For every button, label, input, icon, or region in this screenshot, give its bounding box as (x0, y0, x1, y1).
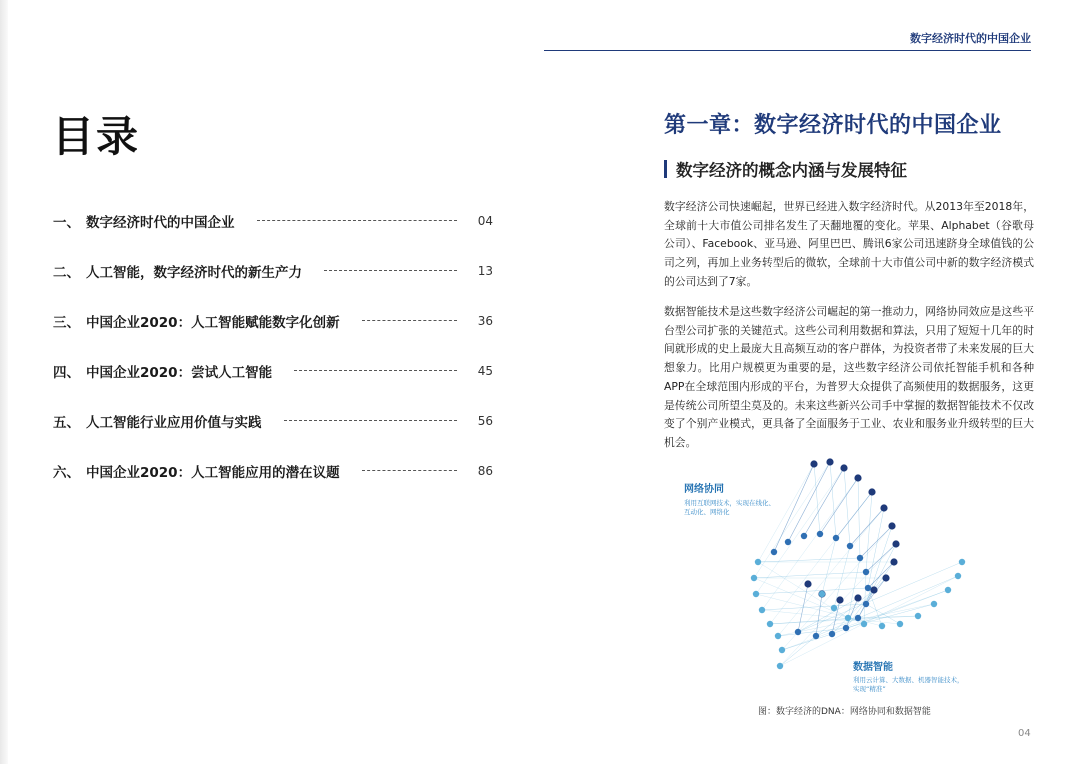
section-title: 数字经济的概念内涵与发展特征 (676, 161, 907, 180)
network-link (866, 526, 892, 604)
network-node (931, 601, 937, 607)
toc-entry-title: 中国企业2020：人工智能赋能数字化创新 (86, 315, 340, 331)
network-node (819, 591, 825, 597)
network-link (780, 544, 896, 666)
toc-entry-number: 六、 (53, 465, 80, 481)
network-node (795, 629, 801, 635)
network-node (955, 573, 961, 579)
network-node (810, 460, 817, 467)
network-node (831, 605, 837, 611)
network-node (847, 543, 853, 549)
figure-caption: 图：数字经济的DNA：网络协同和数据智能 (758, 707, 931, 717)
network-node (854, 474, 861, 481)
network-node (915, 613, 921, 619)
toc-entry-page: 04 (477, 214, 493, 228)
network-link (820, 478, 858, 534)
toc-entry-number: 一、 (53, 215, 80, 231)
network-node (759, 607, 765, 613)
toc-entry-page: 45 (477, 364, 493, 378)
toc-entry-title: 人工智能行业应用价值与实践 (86, 415, 262, 431)
network-node (779, 647, 785, 653)
table-of-contents (53, 196, 493, 496)
network-link (866, 492, 872, 572)
network-node (767, 621, 773, 627)
toc-entry-page: 56 (477, 414, 493, 428)
figure-desc-line: 实现“精准” (853, 685, 886, 693)
network-node (945, 587, 951, 593)
toc-entry[interactable] (53, 246, 493, 296)
network-node (833, 535, 839, 541)
body-paragraph: 数字经济公司快速崛起，世界已经进入数字经济时代。从2013年至2018年，全球前十大市值公司排名发生了天翻地覆的变化。苹果、Alphabet（谷歌母公司）、Facebook、亚马逊、阿里巴巴、腾讯6家公司迅速跻身全球值钱的公司之列，再加上业务转型后的微软，全球前十大市值公司中新的数字经济模式的公司达到了7家。 (664, 200, 1034, 288)
network-link (848, 558, 860, 618)
toc-leader (362, 320, 457, 321)
network-node (855, 615, 861, 621)
book-spine-shadow (0, 0, 8, 764)
figure-label-network: 网络协同 (684, 484, 724, 495)
network-node (829, 631, 835, 637)
network-link (858, 478, 860, 558)
network-node (890, 558, 897, 565)
network-link (770, 616, 918, 624)
figure-desc-network (684, 499, 775, 517)
figure-desc-line: 利用互联网技术，实现在线化、 (684, 499, 775, 507)
network-node (777, 663, 783, 669)
toc-entry-number: 五、 (53, 415, 80, 431)
network-node (882, 574, 889, 581)
network-node (863, 569, 869, 575)
figure-label-data: 数据智能 (853, 662, 893, 673)
network-node (755, 559, 761, 565)
toc-entry-title: 人工智能，数字经济时代的新生产力 (86, 265, 302, 281)
figure-desc-line: 利用云计算、大数据、机器智能技术， (853, 676, 964, 684)
body-paragraph: 数据智能技术是这些数字经济公司崛起的第一推动力，网络协同效应是这些平台型公司扩张的关键范式。这些公司利用数据和算法，只用了短短十几年的时间就形成的史上最庞大且高频互动的客户群体，为投资者带了未来发展的巨大想象力。比用户规模更为重要的是，这些数字经济公司依托智能手机和各种APP在全球范围内形成的平台，为普罗大众提供了高频使用的数据服务，这更是传统公司所望尘莫及的。未来这些新兴公司手中掌握的数据智能技术不仅改变了个别产业模式，更具备了全面服务于工业、农业和服务业升级转型的巨大机会。 (664, 305, 1034, 449)
network-node (751, 575, 757, 581)
network-node (785, 539, 791, 545)
toc-entry-page: 36 (477, 314, 493, 328)
toc-entry[interactable] (53, 346, 493, 396)
toc-leader (284, 420, 458, 421)
network-node (840, 464, 847, 471)
network-node (775, 633, 781, 639)
network-node (888, 522, 895, 529)
network-link (844, 468, 850, 546)
toc-entry-page: 13 (477, 264, 493, 278)
running-header-title: 数字经济时代的中国企业 (910, 32, 1031, 45)
network-node (879, 623, 885, 629)
page-number: 04 (1018, 728, 1031, 739)
toc-leader (324, 270, 457, 271)
network-link (816, 594, 822, 636)
network-node (861, 621, 867, 627)
chapter-title: 第一章：数字经济时代的中国企业 (664, 113, 1002, 138)
figure-desc-line: 互动化、网络化 (684, 508, 730, 516)
network-link (858, 544, 896, 618)
network-node (826, 458, 833, 465)
toc-entry-page: 86 (477, 464, 493, 478)
network-node (959, 559, 965, 565)
toc-leader (257, 220, 458, 221)
network-node (863, 601, 869, 607)
network-node (897, 621, 903, 627)
toc-entry-title: 中国企业2020：人工智能应用的潜在议题 (86, 465, 340, 481)
toc-entry[interactable] (53, 446, 493, 496)
network-node (845, 615, 851, 621)
network-node (868, 488, 875, 495)
toc-entry-number: 三、 (53, 315, 80, 331)
toc-title: 目录 (52, 112, 141, 161)
toc-entry[interactable] (53, 396, 493, 446)
network-link (830, 462, 836, 538)
network-link (804, 468, 844, 536)
network-link (866, 544, 896, 572)
network-node (880, 504, 887, 511)
network-link (780, 636, 816, 666)
toc-leader (362, 470, 457, 471)
network-link (756, 468, 844, 594)
toc-leader (294, 370, 457, 371)
network-node (843, 625, 849, 631)
network-link (758, 558, 860, 562)
network-link (774, 464, 814, 552)
toc-entry[interactable] (53, 196, 493, 246)
toc-entry-title: 中国企业2020：尝试人工智能 (86, 365, 273, 381)
section-marker-bar (664, 160, 667, 178)
header-rule (544, 50, 1031, 51)
network-node (804, 580, 811, 587)
network-node (857, 555, 863, 561)
network-node (892, 540, 899, 547)
network-node (801, 533, 807, 539)
network-node (865, 585, 871, 591)
toc-entry-title: 数字经济时代的中国企业 (86, 215, 235, 231)
network-node (870, 586, 877, 593)
network-node (813, 633, 819, 639)
figure-desc-data (853, 676, 964, 694)
network-node (771, 549, 777, 555)
toc-entry-number: 四、 (53, 365, 80, 381)
network-link (822, 538, 836, 594)
network-link (846, 598, 858, 628)
network-link (782, 634, 832, 650)
dna-figure (672, 452, 1002, 692)
network-node (854, 594, 861, 601)
toc-entry[interactable] (53, 296, 493, 346)
network-node (817, 531, 823, 537)
network-node (836, 596, 843, 603)
network-node (753, 591, 759, 597)
toc-entry-number: 二、 (53, 265, 80, 281)
network-link (814, 464, 820, 534)
